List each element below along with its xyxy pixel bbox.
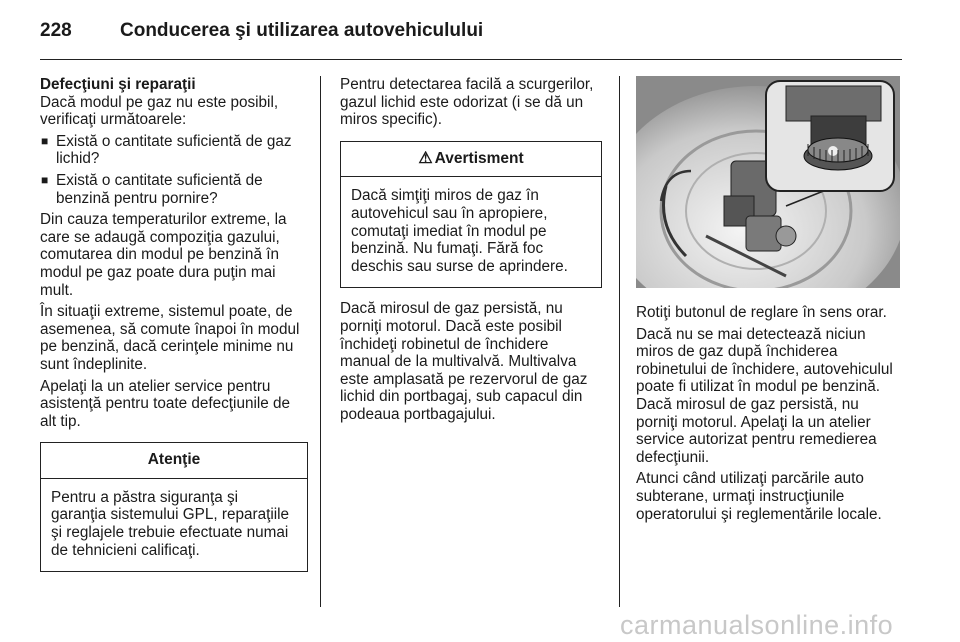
column-3 [636, 76, 904, 527]
paragraph: În situaţii extreme, sistemul poate, de asemenea, să comute înapoi în modul pe benzină, dacă cerinţele minime nu sunt îndeplinite. [40, 303, 300, 373]
caution-box [40, 442, 308, 572]
column-2 [340, 76, 602, 428]
warning-text: Dacă simţiţi miros de gaz în autovehicul sau în apropiere, comutaţi imediat în modul pe benzină. Nu fumaţi. Fără foc deschis sau surse de aprindere. [351, 187, 568, 275]
paragraph: Rotiţi butonul de reglare în sens orar. [636, 304, 887, 321]
column-divider-2 [619, 76, 620, 607]
multivalve-illustration [636, 76, 900, 288]
paragraph: Dacă mirosul de gaz persistă, nu porniţi motorul. Dacă este posibil închideţi robinetul de închidere manual de la multivalvă. Multivalva este amplasată pe rezervorul de gaz lichid din portbagaj, sub capacul din podeaua portbagajului. [340, 300, 588, 423]
list-item: ■ Există o cantitate suficientă de gaz lichid? [41, 132, 292, 168]
paragraph: Atunci când utilizaţi parcările auto subterane, urmaţi instrucţiunile operatorului şi reglementările locale. [636, 470, 882, 523]
check-list [40, 133, 308, 207]
watermark: carmanualsonline.info [620, 610, 894, 640]
warning-icon: ⚠ [418, 149, 433, 167]
section-heading: Defecţiuni şi reparaţii [40, 76, 196, 93]
column-divider-1 [320, 76, 321, 607]
intro-text: Dacă modul pe gaz nu este posibil, verificaţi următoarele: [40, 93, 279, 129]
bullet-icon: ■ [41, 133, 49, 148]
column-1 [40, 76, 308, 584]
paragraph: Apelaţi la un atelier service pentru asistenţă pentru toate defecţiunile de alt tip. [40, 377, 291, 430]
page-title: Conducerea şi utilizarea autovehiculului [120, 20, 484, 41]
caution-text: Pentru a păstra siguranţa şi garanţia sistemului GPL, reparaţiile şi reglajele trebuie efectuate numai de tehnicieni calificaţi. [51, 488, 290, 559]
paragraph: Pentru detectarea facilă a scurgerilor, gazul lichid este odorizat (i se dă un miros specific). [340, 76, 594, 129]
caution-title: Atenţie [41, 443, 307, 479]
bullet-icon: ■ [41, 172, 49, 187]
page-number: 228 [40, 20, 72, 41]
paragraph: Dacă nu se mai detectează niciun miros de gaz după închiderea robinetului de închidere, autovehiculul poate fi utilizat în modul pe benzină. Dacă mirosul de gaz persistă, nu porniţi motorul. Apelaţi la un atelier service autorizat pentru remedierea defecţiunii. [636, 325, 893, 466]
warning-box [340, 141, 602, 289]
paragraph: Din cauza temperaturilor extreme, la care se adaugă compoziţia gazului, comutarea din modul pe benzină în modul pe gaz poate dura puţin mai mult. [40, 211, 287, 299]
page-header [40, 20, 900, 60]
header-rule [40, 59, 902, 60]
warning-title: Avertisment [434, 149, 524, 167]
list-item: ■ Există o cantitate suficientă de benzină pentru pornire? [41, 171, 263, 207]
